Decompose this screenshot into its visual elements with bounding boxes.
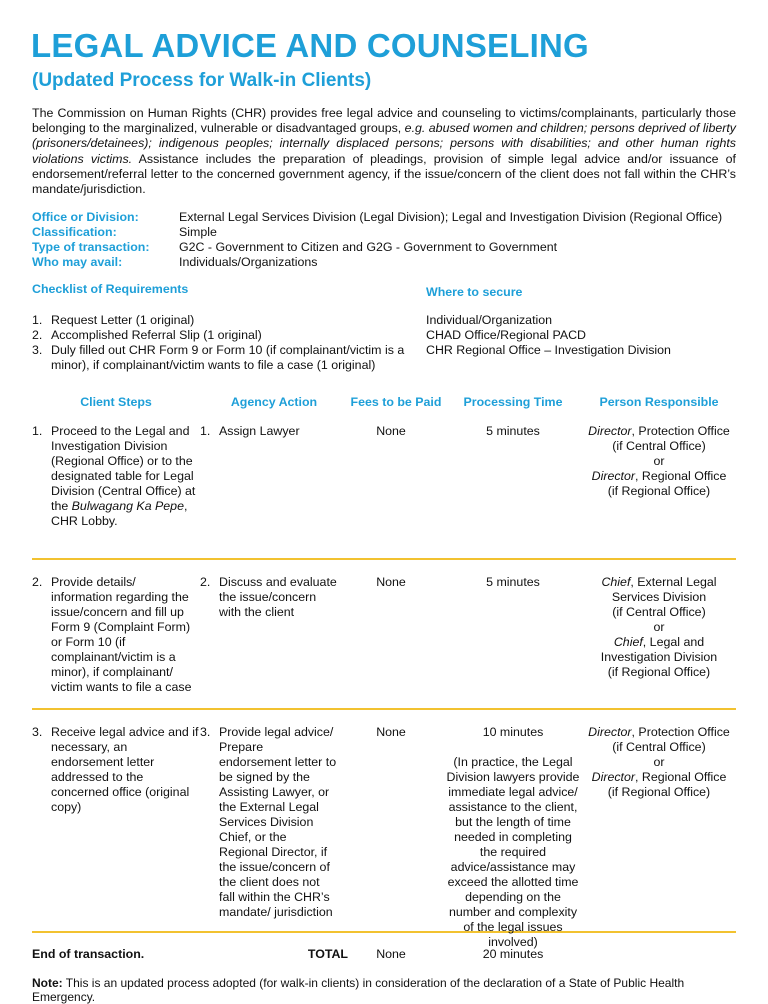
requirements-list	[32, 313, 426, 373]
person-line	[582, 424, 736, 439]
person-title: Director	[588, 424, 632, 439]
time-cell	[444, 575, 582, 708]
table-row	[32, 560, 736, 710]
step-text: Provide details/ information regarding the issue/concern and fill up Form 9 (Complaint Form) or Form 10 (if complainant/victim is a minor), if complainant/ victim wants to file a case	[51, 575, 192, 695]
list-text: Duly filled out CHR Form 9 or Form 10 (if complainant/victim is a minor), if complainant/victim wants to file a case (1 original)	[51, 343, 405, 373]
agency-action-cell	[200, 424, 348, 558]
step-text: Receive legal advice and if necessary, an endorsement letter addressed to the concerned office (original copy)	[51, 725, 199, 815]
table-row	[32, 710, 736, 950]
meta-label: Classification:	[32, 225, 117, 240]
step-number: 1.	[32, 424, 43, 439]
person-line: (if Regional Office)	[607, 665, 711, 680]
step-number: 3.	[32, 725, 43, 740]
person-line: (if Central Office)	[612, 605, 706, 620]
meta-value: Individuals/Organizations	[179, 255, 318, 270]
fee-cell: None	[376, 725, 406, 740]
fee-cell: None	[376, 424, 406, 439]
time-value: 5 minutes	[486, 575, 540, 590]
end-of-transaction: End of transaction.	[32, 947, 145, 962]
person-text: , Protection Office	[631, 725, 730, 740]
client-step-cell	[32, 424, 200, 558]
list-item: CHR Regional Office – Investigation Division	[426, 343, 671, 358]
list-number: 3.	[32, 343, 43, 358]
step-text	[51, 424, 199, 558]
table-row	[32, 409, 736, 560]
action-text: Assign Lawyer	[219, 424, 300, 439]
time-value: 10 minutes	[482, 725, 544, 740]
intro-paragraph	[32, 106, 736, 197]
note-text: This is an updated process adopted (for walk-in clients) in consideration of the declaration of a State of Public Health Emergency.	[32, 976, 685, 1004]
person-text: , External Legal	[630, 575, 717, 590]
meta-row-type	[32, 240, 736, 255]
total-time: 20 minutes	[482, 947, 544, 962]
where-heading: Where to secure	[426, 285, 523, 300]
meta-row-office	[32, 210, 736, 225]
action-number: 1.	[200, 424, 211, 439]
person-line	[582, 575, 736, 590]
person-cell	[582, 424, 736, 558]
person-text: , Regional Office	[635, 469, 727, 484]
person-line: (if Central Office)	[612, 740, 706, 755]
time-note: (In practice, the Legal Division lawyers provide immediate legal advice/ assistance to the client, but the length of time needed in completing the required advice/assistance may exceed the allotted time depending on the number and complexity of the legal issues involved)	[446, 755, 580, 950]
intro-text-1: The Commission on Human Rights (CHR) provides free legal advice and counseling to victims/complainants, particularly those belonging to the marginalized, vulnerable or disadvantaged groups,	[32, 106, 736, 136]
person-line	[582, 469, 736, 484]
step-text-part: Proceed to the Legal and Investigation Division (Regional Office) or to the designated table for Legal Division (Central Office) at the	[51, 424, 196, 514]
header-processing-time: Processing Time	[463, 395, 563, 410]
person-line: Services Division	[611, 590, 707, 605]
meta-label: Who may avail:	[32, 255, 123, 270]
header-agency-action: Agency Action	[230, 395, 318, 410]
person-line: (if Regional Office)	[607, 785, 711, 800]
list-number: 2.	[32, 328, 43, 343]
header-fees: Fees to be Paid	[350, 395, 442, 410]
person-text: , Protection Office	[631, 424, 730, 439]
page-title: LEGAL ADVICE AND COUNSELING	[31, 27, 589, 64]
person-line: (if Central Office)	[612, 439, 706, 454]
person-title: Director	[591, 770, 635, 785]
person-line: or	[653, 454, 665, 469]
person-title: Chief	[613, 635, 643, 650]
time-cell	[444, 424, 582, 558]
requirements-header	[32, 282, 736, 299]
person-title: Director	[588, 725, 632, 740]
person-text: , Regional Office	[635, 770, 727, 785]
list-item	[32, 328, 426, 343]
total-row	[32, 947, 736, 961]
intro-text-italic: e.g. abused women and children; persons deprived of liberty (prisoners/detainees); indigenous peoples; internally displaced persons; persons with disabilities; and other human rights violations victims.	[32, 121, 736, 166]
intro-text-2: Assistance includes the preparation of pleadings, provision of simple legal advice and/or issuance of endorsement/referral letter to the concerned government agency, if the issue/concern of the client does not fall within the CHR’s mandate/jurisdiction.	[32, 151, 736, 197]
action-text: Provide legal advice/ Prepare endorsement letter to be signed by the Assisting Lawyer, or the External Legal Services Division Chief, or the Regional Director, if the issue/concern of the client does not fall within the CHR’s mandate/ jurisdiction	[219, 725, 337, 920]
page-subtitle: (Updated Process for Walk-in Clients)	[32, 70, 372, 91]
time-cell	[444, 725, 582, 950]
fee-cell: None	[376, 575, 406, 590]
step-number: 2.	[32, 575, 43, 590]
checklist-heading: Checklist of Requirements	[32, 282, 189, 297]
agency-action-cell	[200, 575, 348, 708]
service-meta	[32, 210, 736, 270]
meta-label: Office or Division:	[32, 210, 139, 225]
list-item	[32, 313, 426, 328]
step-text-part: , CHR Lobby.	[51, 499, 188, 529]
list-number: 1.	[32, 313, 43, 328]
note-label: Note:	[32, 976, 63, 991]
list-item: Individual/Organization	[426, 313, 553, 328]
list-item	[32, 343, 426, 373]
person-title: Chief	[601, 575, 631, 590]
meta-row-who	[32, 255, 736, 270]
action-number: 2.	[200, 575, 211, 590]
person-text: , Legal and	[642, 635, 705, 650]
where-list	[426, 313, 671, 373]
requirements-body	[32, 313, 736, 373]
meta-value: G2C - Government to Citizen and G2G - Government to Government	[179, 240, 558, 255]
client-step-cell	[32, 725, 200, 931]
person-line: Investigation Division	[600, 650, 718, 665]
time-value: 5 minutes	[486, 424, 540, 439]
list-item: CHAD Office/Regional PACD	[426, 328, 586, 343]
person-line	[582, 635, 736, 650]
step-text-italic: Bulwagang Ka Pepe	[71, 499, 184, 514]
action-number: 3.	[200, 725, 211, 740]
person-line: (if Regional Office)	[607, 484, 711, 499]
list-text: Accomplished Referral Slip (1 original)	[51, 328, 262, 343]
person-line: or	[653, 620, 665, 635]
meta-value: Simple	[179, 225, 217, 240]
person-cell	[582, 725, 736, 931]
meta-value: External Legal Services Division (Legal Division); Legal and Investigation Division (Regional Office)	[179, 210, 723, 225]
total-label: TOTAL	[307, 947, 348, 962]
steps-table-header	[32, 395, 736, 409]
person-cell	[582, 575, 736, 708]
header-person-responsible: Person Responsible	[599, 395, 719, 410]
person-line	[582, 725, 736, 740]
agency-action-cell	[200, 725, 348, 931]
meta-row-classification	[32, 225, 736, 240]
total-fee: None	[376, 947, 406, 962]
meta-label: Type of transaction:	[32, 240, 150, 255]
header-client-steps: Client Steps	[80, 395, 152, 410]
person-line	[582, 770, 736, 785]
person-line: or	[653, 755, 665, 770]
action-text: Discuss and evaluate the issue/concern with the client	[219, 575, 337, 620]
person-title: Director	[591, 469, 635, 484]
list-text: Request Letter (1 original)	[51, 313, 195, 328]
client-step-cell	[32, 575, 200, 708]
